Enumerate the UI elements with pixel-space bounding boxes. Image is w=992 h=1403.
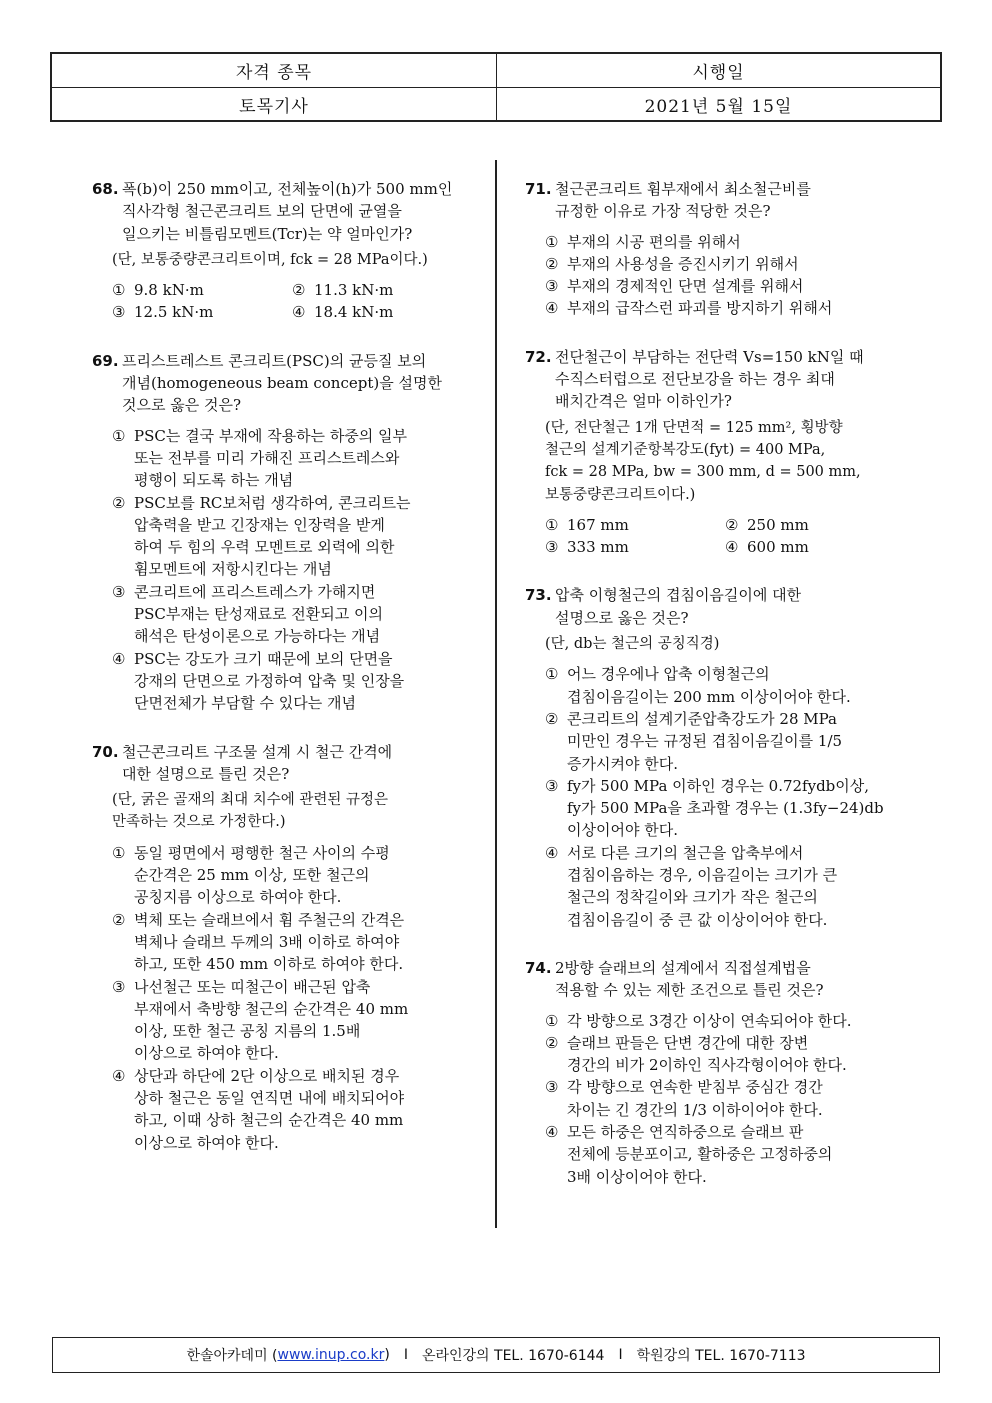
- option-number: ④: [545, 299, 559, 318]
- option-text: 상단과 하단에 2단 이상으로 배치된 경우 상하 철근은 동일 연직면 내에 배치되어야 하고, 이때 상하 철근의 순간격은 40 mm 이상으로 하여야 한다.: [134, 1066, 405, 1152]
- option-number: ④: [112, 1066, 126, 1085]
- question-text: 폭(b)이 250 mm이고, 전체높이(h)가 500 mm인 직사각형 철근콘크리트 보의 단면에 균열을 일으키는 비틀림모멘트(Tcr)는 약 얼마인가?: [122, 180, 453, 243]
- question-condition: (단, 전단철근 1개 단면적 = 125 mm², 횡방향 철근의 설계기준항복강도(fyt) = 400 MPa, fck = 28 MPa, bw = 300 mm, d = 500 mm, 보통중량콘크리트이다.): [545, 419, 861, 503]
- footer-bar: [52, 1337, 940, 1373]
- question-condition: (단, 보통중량콘크리트이며, fck = 28 MPa이다.): [112, 251, 428, 268]
- footer-offline: 학원강의 TEL. 1670-7113: [636, 1348, 806, 1364]
- footer-academy: 한솔아카데미 (: [186, 1348, 278, 1364]
- option-item[interactable]: [545, 536, 725, 558]
- option-number: ④: [725, 538, 739, 557]
- option-item[interactable]: [545, 253, 920, 275]
- option-number: ③: [545, 776, 559, 795]
- option-number: ②: [545, 1033, 559, 1052]
- option-item[interactable]: [545, 842, 920, 931]
- option-item[interactable]: [545, 1076, 920, 1121]
- option-number: ②: [725, 515, 739, 534]
- option-number: ④: [545, 1122, 559, 1141]
- question-number: 69.: [92, 351, 119, 370]
- option-number: ③: [545, 277, 559, 296]
- question-number: 74.: [525, 958, 552, 977]
- option-text: 9.8 kN·m: [134, 281, 204, 300]
- option-text: 서로 다른 크기의 철근을 압축부에서 겹침이음하는 경우, 이음길이는 크기가 큰 철근의 정착길이와 크기가 작은 철근의 겹침이음길이 중 큰 값 이상이어야 한다.: [567, 843, 838, 929]
- question-head: [525, 346, 920, 413]
- footer-sep-2: I: [618, 1347, 623, 1363]
- column-divider: [495, 160, 497, 1228]
- question-text: 전단철근이 부담하는 전단력 Vs=150 kN일 때 수직스터럽으로 전단보강을 하는 경우 최대 배치간격은 얼마 이하인가?: [555, 347, 864, 411]
- option-number: ①: [545, 515, 559, 534]
- option-text: 부재의 사용성을 증진시키기 위해서: [567, 254, 799, 273]
- option-text: 동일 평면에서 평행한 철근 사이의 수평 순간격은 25 mm 이상, 또한 철근의 공칭지름 이상으로 하여야 한다.: [134, 843, 390, 907]
- question-condition: (단, 굵은 골재의 최대 치수에 관련된 규정은 만족하는 것으로 가정한다.): [112, 792, 389, 831]
- option-item[interactable]: [545, 1010, 920, 1032]
- option-text: 콘크리트의 설계기준압축강도가 28 MPa 미만인 경우는 규정된 겹침이음길이를 1/5 증가시켜야 한다.: [567, 709, 843, 773]
- option-number: ②: [545, 709, 559, 728]
- option-number: ①: [112, 426, 126, 445]
- option-number: ②: [112, 910, 126, 929]
- question-text: 2방향 슬래브의 설계에서 직접설계법을 적용할 수 있는 제한 조건으로 틀린 것은?: [555, 958, 824, 1000]
- option-number: ②: [545, 254, 559, 273]
- option-item[interactable]: [545, 514, 725, 536]
- question-number: 72.: [525, 347, 552, 366]
- option-number: ①: [545, 1011, 559, 1030]
- option-text: 어느 경우에나 압축 이형철근의 겹침이음길이는 200 mm 이상이어야 한다.: [567, 665, 851, 706]
- option-text: 각 방향으로 연속한 받침부 중심간 경간 차이는 긴 경간의 1/3 이하이어야 한다.: [567, 1078, 823, 1119]
- question-text: 철근콘크리트 휨부재에서 최소철근비를 규정한 이유로 가장 적당한 것은?: [555, 180, 811, 221]
- option-list: [525, 231, 920, 320]
- option-number: ③: [545, 538, 559, 557]
- question-69: [92, 350, 482, 715]
- question-head: [92, 178, 482, 245]
- question-head: [92, 350, 482, 417]
- option-item[interactable]: [112, 976, 482, 1065]
- question-73: [525, 584, 920, 930]
- option-item[interactable]: [292, 279, 472, 301]
- question-text: 압축 이형철근의 겹침이음길이에 대한 설명으로 옳은 것은?: [555, 586, 802, 627]
- exam-header-table: [50, 52, 942, 122]
- question-number: 68.: [92, 180, 119, 198]
- option-item[interactable]: [292, 301, 472, 323]
- option-number: ③: [112, 977, 126, 996]
- option-number: ①: [545, 665, 559, 684]
- option-list: [525, 663, 920, 931]
- option-text: 250 mm: [747, 515, 809, 534]
- option-item[interactable]: [112, 425, 482, 492]
- option-number: ①: [545, 232, 559, 251]
- option-text: PSC는 강도가 크기 때문에 보의 단면을 강재의 단면으로 가정하여 압축 및 인장을 단면전체가 부담할 수 있다는 개념: [134, 649, 405, 713]
- option-item[interactable]: [112, 1065, 482, 1154]
- question-condition: (단, db는 철근의 공칭직경): [545, 636, 720, 653]
- option-number: ①: [112, 281, 126, 300]
- option-item[interactable]: [545, 775, 920, 842]
- question-71: [525, 178, 920, 320]
- footer-sep-1: I: [403, 1347, 408, 1363]
- question-68: [92, 178, 482, 324]
- option-text: 콘크리트에 프리스트레스가 가해지면 PSC부재는 탄성재료로 전환되고 이의 해석은 탄성이론으로 가능하다는 개념: [134, 582, 384, 646]
- option-list: [92, 425, 482, 715]
- option-number: ③: [545, 1078, 559, 1097]
- footer-paren: ): [384, 1347, 390, 1363]
- option-text: fy가 500 MPa 이하인 경우는 0.72fydb이상, fy가 500 MPa을 초과할 경우는 (1.3fy−24)db 이상이어야 한다.: [567, 776, 884, 840]
- option-text: PSC는 결국 부재에 작용하는 하중의 일부 또는 전부를 미리 가해진 프리스트레스와 평행이 되도록 하는 개념: [134, 426, 408, 490]
- question-head: [525, 584, 920, 629]
- option-item[interactable]: [545, 663, 920, 708]
- option-item[interactable]: [545, 297, 920, 319]
- option-list: [525, 1010, 920, 1188]
- footer-link[interactable]: www.inup.co.kr: [277, 1347, 385, 1363]
- question-head: [525, 178, 920, 223]
- question-number: 71.: [525, 180, 552, 198]
- option-list: [112, 279, 482, 324]
- option-list: [545, 514, 920, 559]
- option-item[interactable]: [112, 279, 292, 301]
- option-text: 12.5 kN·m: [134, 303, 214, 322]
- option-item[interactable]: [545, 708, 920, 775]
- option-number: ③: [112, 582, 126, 601]
- option-list: [92, 842, 482, 1154]
- option-text: 부재의 경제적인 단면 설계를 위해서: [567, 277, 804, 296]
- option-number: ④: [112, 649, 126, 668]
- option-text: 슬래브 판들은 단변 경간에 대한 장변 경간의 비가 2이하인 직사각형이어야 한다.: [567, 1033, 847, 1075]
- question-70: [92, 741, 482, 1154]
- question-72: [525, 346, 920, 559]
- question-74: [525, 957, 920, 1188]
- option-text: 나선철근 또는 띠철근이 배근된 압축 부재에서 축방향 철근의 순간격은 40 mm 이상, 또한 철근 공칭 지름의 1.5배 이상으로 하여야 한다.: [134, 977, 409, 1063]
- option-item[interactable]: [545, 231, 920, 253]
- option-number: ③: [112, 303, 126, 322]
- option-text: 18.4 kN·m: [314, 303, 394, 322]
- option-item[interactable]: [545, 1121, 920, 1188]
- option-item[interactable]: [112, 492, 482, 581]
- question-text: 프리스트레스트 콘크리트(PSC)의 균등질 보의 개념(homogeneous beam concept)을 설명한 것으로 옳은 것은?: [122, 351, 442, 415]
- option-text: 600 mm: [747, 538, 809, 557]
- option-item[interactable]: [725, 514, 905, 536]
- right-column: [525, 178, 920, 1214]
- option-item[interactable]: [112, 581, 482, 648]
- option-text: 각 방향으로 3경간 이상이 연속되어야 한다.: [567, 1011, 852, 1030]
- question-number: 70.: [92, 742, 119, 761]
- subject-label: 자격 종목: [235, 63, 313, 83]
- option-item[interactable]: [545, 275, 920, 297]
- option-text: 333 mm: [567, 538, 629, 557]
- option-item[interactable]: [725, 536, 905, 558]
- option-text: 11.3 kN·m: [314, 281, 394, 300]
- option-number: ②: [112, 493, 126, 512]
- subject-value: 토목기사: [239, 97, 309, 117]
- option-item[interactable]: [112, 648, 482, 715]
- question-head: [92, 741, 482, 786]
- option-number: ②: [292, 281, 306, 300]
- option-item[interactable]: [112, 909, 482, 976]
- question-text: 철근콘크리트 구조물 설계 시 철근 간격에 대한 설명으로 틀린 것은?: [122, 742, 393, 783]
- option-text: 벽체 또는 슬래브에서 휨 주철근의 간격은 벽체나 슬래브 두께의 3배 이하로 하여야 하고, 또한 450 mm 이하로 하여야 한다.: [134, 910, 405, 974]
- option-number: ④: [292, 303, 306, 322]
- option-text: PSC보를 RC보처럼 생각하여, 콘크리트는 압축력을 받고 긴장재는 인장력을 받게 하여 두 힘의 우력 모멘트로 외력에 의한 휨모멘트에 저항시킨다는 개념: [134, 493, 411, 579]
- option-item[interactable]: [112, 301, 292, 323]
- option-text: 모든 하중은 연직하중으로 슬래브 판 전체에 등분포이고, 활하중은 고정하중의 3배 이상이어야 한다.: [567, 1122, 833, 1186]
- option-item[interactable]: [545, 1032, 920, 1077]
- date-value: 2021년 5월 15일: [496, 88, 940, 121]
- option-text: 167 mm: [567, 515, 629, 534]
- option-text: 부재의 시공 편의를 위해서: [567, 232, 741, 251]
- footer-online: 온라인강의 TEL. 1670-6144: [421, 1348, 605, 1364]
- question-head: [525, 957, 920, 1002]
- left-column: [92, 178, 482, 1180]
- header-label-row: [52, 54, 940, 87]
- option-number: ①: [112, 843, 126, 862]
- option-number: ④: [545, 843, 559, 862]
- question-number: 73.: [525, 586, 552, 605]
- option-text: 부재의 급작스런 파괴를 방지하기 위해서: [567, 299, 833, 318]
- header-value-row: [52, 87, 940, 121]
- option-item[interactable]: [112, 842, 482, 909]
- date-label: 시행일: [496, 54, 940, 87]
